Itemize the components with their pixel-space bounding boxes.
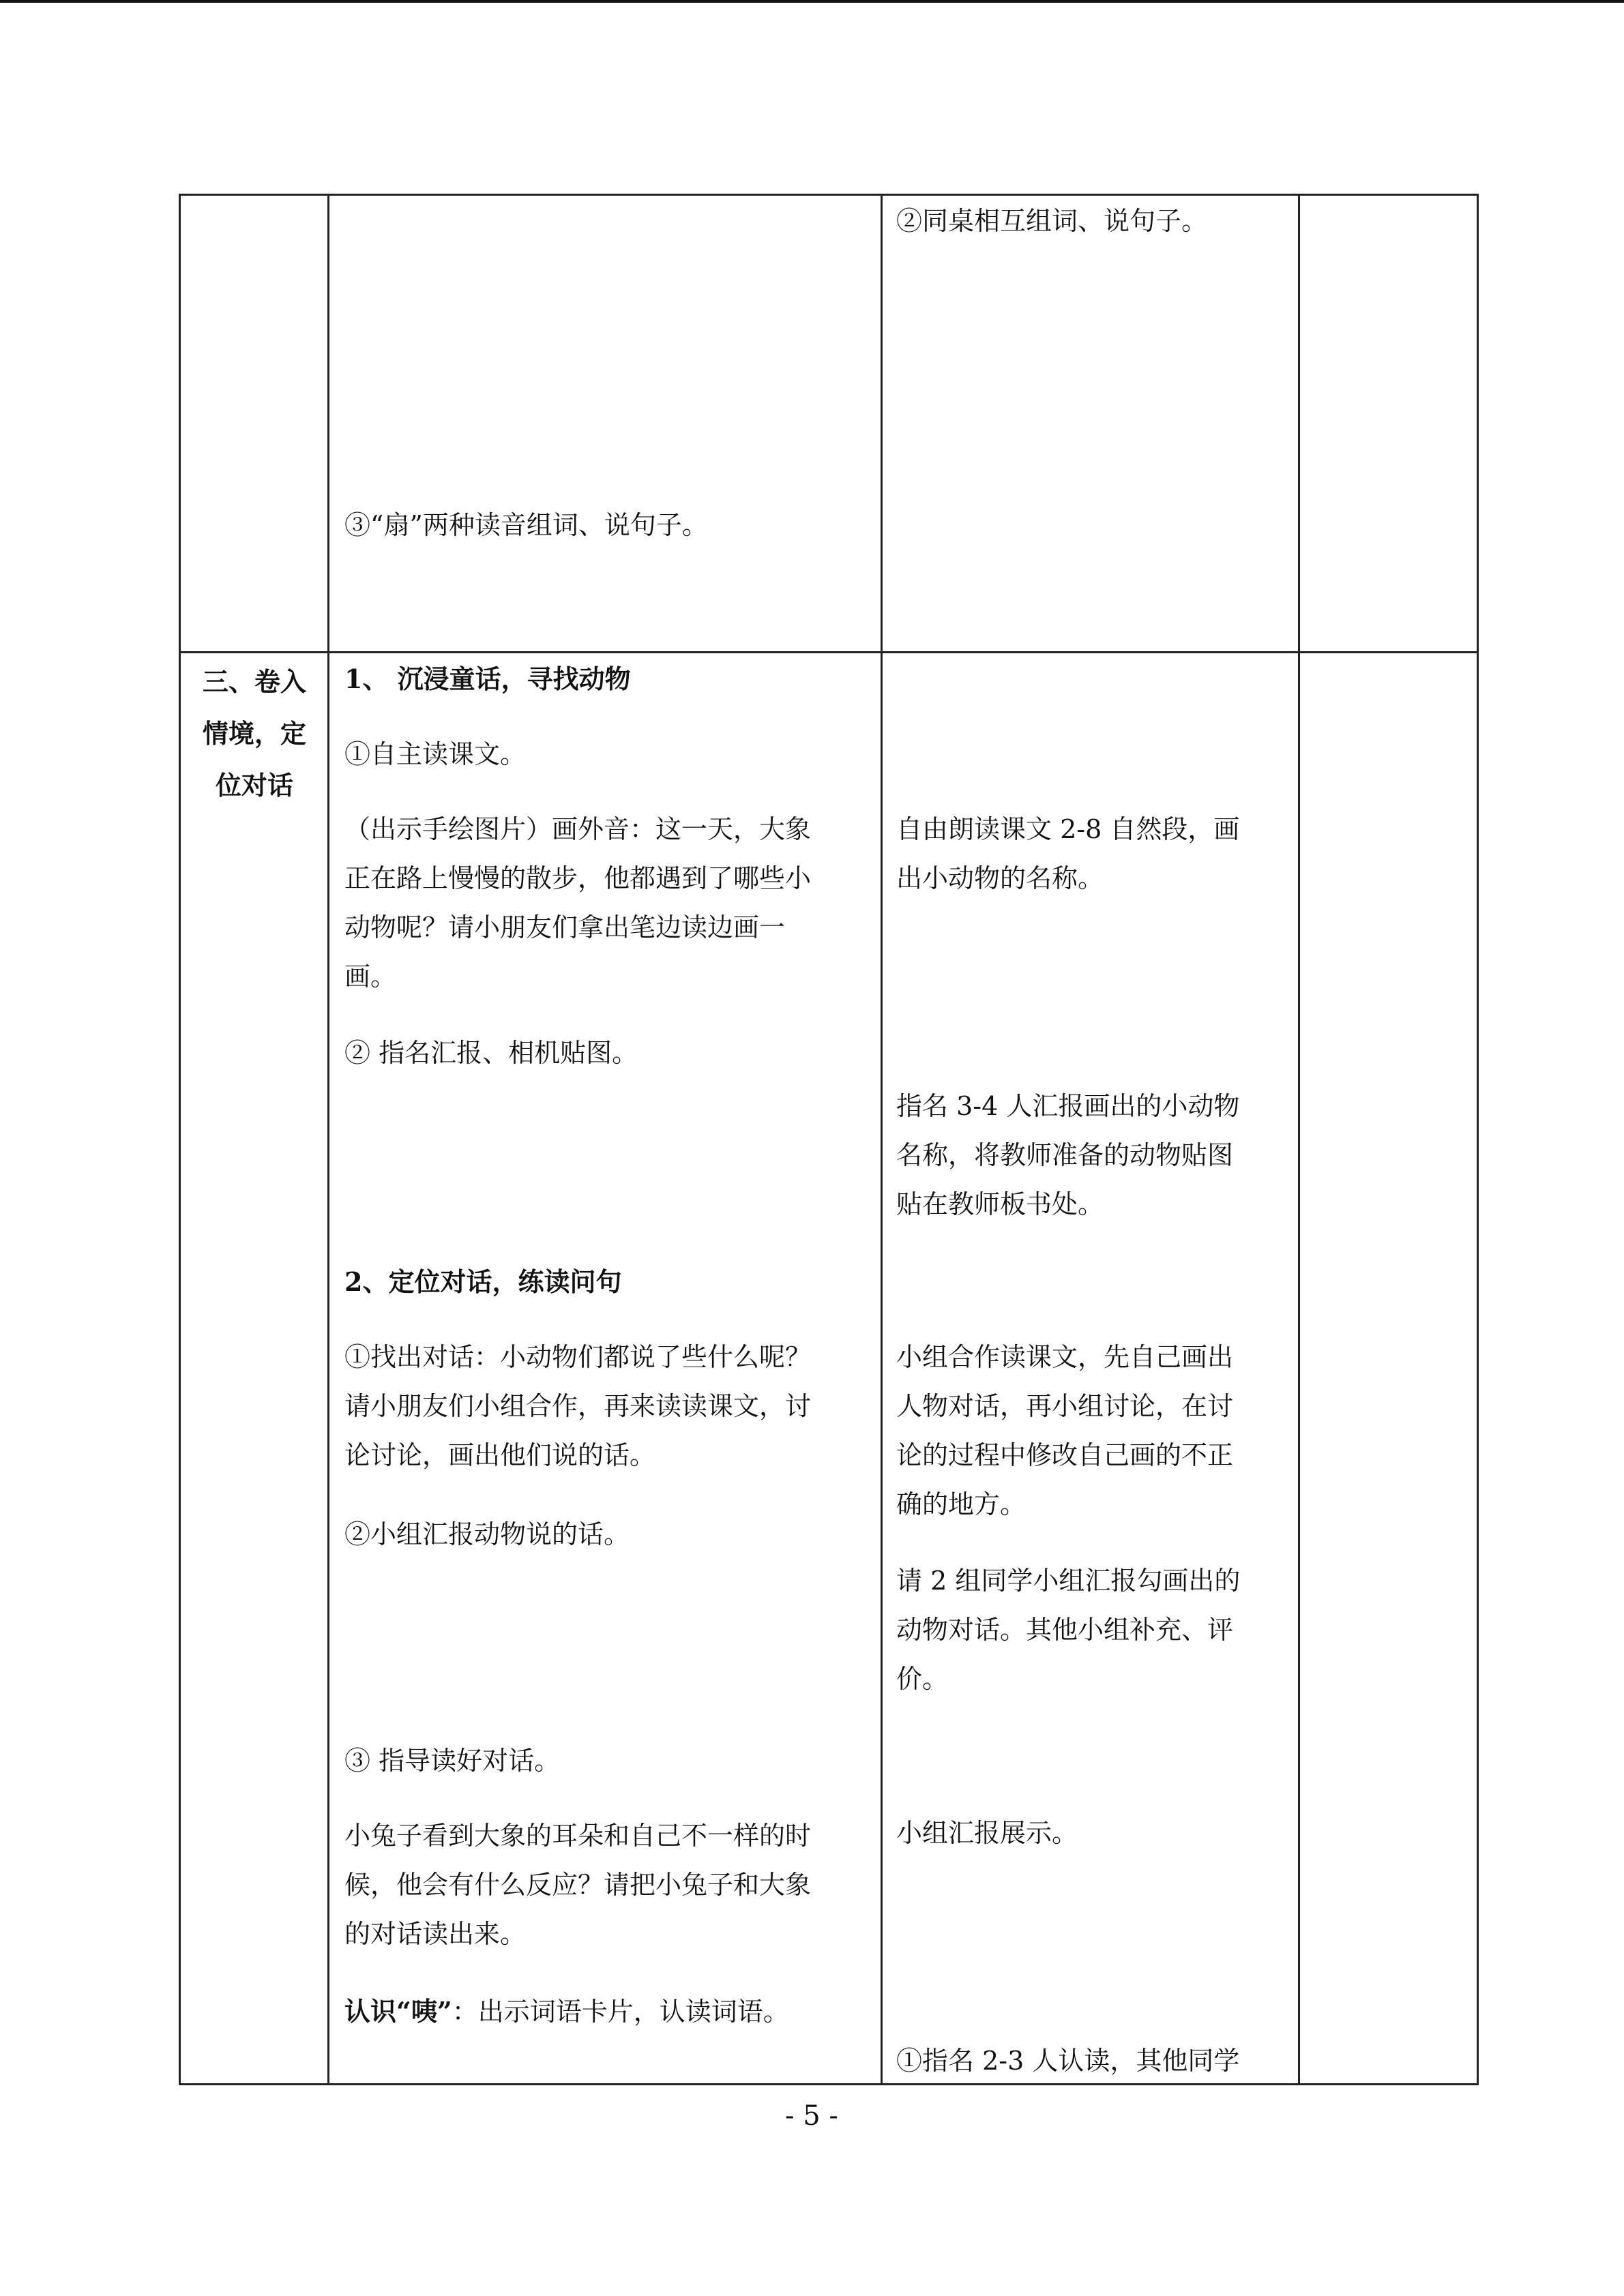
recognize-text: ：出示词语卡片，认读词语。 bbox=[452, 1997, 789, 2027]
column-divider-1 bbox=[327, 194, 329, 2085]
section-2-step-1: ①找出对话：小动物们都说了些什么呢？ 请小朋友们小组合作，再来读读课文，讨 论讨论，画出他们说的话。 bbox=[344, 1342, 812, 1470]
page-number: - 5 - bbox=[785, 2100, 838, 2132]
column-divider-2 bbox=[881, 194, 883, 2085]
student-group-report: 请 2 组同学小组汇报勾画出的 动物对话。其他小组补充、评 价。 bbox=[896, 1566, 1241, 1694]
row-divider bbox=[179, 651, 1479, 653]
column-divider-3 bbox=[1298, 194, 1300, 2085]
recognize-word bbox=[344, 1987, 789, 2036]
section-2-step-2: ②小组汇报动物说的话。 bbox=[344, 1519, 630, 1549]
section-2-step-3: ③ 指导读好对话。 bbox=[344, 1746, 561, 1776]
stage-label: 三、卷入 情境，定 位对话 bbox=[202, 666, 306, 801]
section-1-step-2: ② 指名汇报、相机贴图。 bbox=[344, 1038, 638, 1068]
student-report-task: 指名 3-4 人汇报画出的小动物 名称，将教师准备的动物贴图 贴在教师板书处。 bbox=[896, 1091, 1240, 1219]
student-item-2: ②同桌相互组词、说句子。 bbox=[896, 206, 1208, 236]
section-2-paragraph: 小兔子看到大象的耳朵和自己不一样的时 候，他会有什么反应？请把小兔子和大象 的对话读出来。 bbox=[344, 1821, 812, 1949]
recognize-label: 认识“咦” bbox=[344, 1996, 452, 2027]
lesson-table bbox=[179, 194, 1479, 2085]
student-group-task: 小组合作读课文，先自己画出 人物对话，再小组讨论，在讨 论的过程中修改自己画的不正 确的地方。 bbox=[896, 1342, 1234, 1519]
section-1-step-1: ①自主读课文。 bbox=[344, 739, 527, 769]
section-1-title: 1、 沉浸童话，寻找动物 bbox=[344, 664, 631, 694]
section-2-title: 2、定位对话，练读问句 bbox=[344, 1266, 622, 1297]
page-top-border bbox=[0, 0, 1624, 3]
teacher-item-3: ③“扇”两种读音组词、说句子。 bbox=[344, 510, 708, 540]
student-recognize: ①指名 2-3 人认读，其他同学 bbox=[896, 2046, 1240, 2076]
student-show: 小组汇报展示。 bbox=[896, 1818, 1078, 1848]
section-1-paragraph: （出示手绘图片）画外音：这一天，大象 正在路上慢慢的散步，他都遇到了哪些小 动物呢？请小朋友们拿出笔边读边画一 画。 bbox=[344, 814, 812, 992]
student-read-task: 自由朗读课文 2-8 自然段，画 出小动物的名称。 bbox=[896, 814, 1240, 893]
